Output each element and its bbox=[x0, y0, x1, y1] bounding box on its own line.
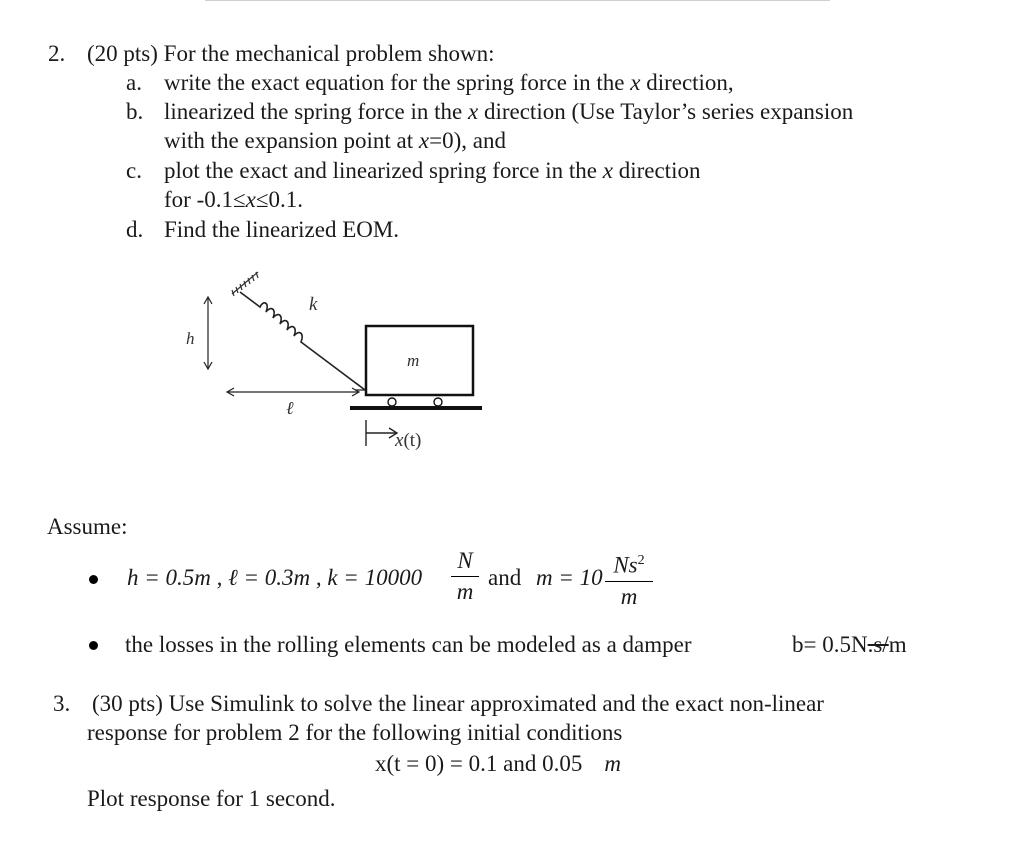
wheel-right bbox=[434, 398, 442, 406]
k-unit-fraction bbox=[451, 548, 479, 605]
item-b-text: linearized the spring force in the x direction (Use Taylor’s series expansion bbox=[164, 99, 854, 124]
problem-2-number: 2. bbox=[48, 41, 66, 66]
item-c-text: plot the exact and linearized spring force in the x direction bbox=[164, 158, 701, 183]
bullet-losses bbox=[89, 641, 98, 650]
wheel-left bbox=[388, 398, 396, 406]
displacement-label: x(t) bbox=[395, 430, 422, 451]
assume-label: Assume: bbox=[47, 514, 128, 539]
problem-3-number: 3. bbox=[53, 691, 71, 716]
item-c-text-line2: for -0.1≤x≤0.1. bbox=[164, 187, 303, 212]
height-label: h bbox=[186, 329, 195, 348]
ground-surface bbox=[350, 406, 482, 410]
k-unit-fraction-bar bbox=[451, 576, 479, 577]
problem-2-heading: (20 pts) For the mechanical problem shown: bbox=[87, 41, 495, 66]
fixed-wall-hatch bbox=[232, 272, 258, 296]
mass-block bbox=[366, 326, 473, 395]
bullet-params bbox=[89, 575, 98, 584]
page-top-rule bbox=[205, 0, 830, 1]
item-a-marker: a. bbox=[126, 70, 142, 95]
m-unit-numerator: Ns$^2$ bbox=[613, 552, 645, 578]
height-dimension-arrow bbox=[204, 297, 212, 369]
parameter-values: h = 0.5m , ℓ = 0.3m , k = 10000 bbox=[127, 565, 423, 590]
spring bbox=[240, 292, 365, 390]
spring-arrowhead bbox=[355, 383, 365, 390]
problem-3-line2: response for problem 2 for the following initial conditions bbox=[87, 720, 623, 745]
item-d-marker: d. bbox=[126, 217, 144, 242]
and-text: and bbox=[488, 565, 522, 590]
m-unit-fraction-bar bbox=[605, 581, 653, 582]
item-d-text: Find the linearized EOM. bbox=[164, 217, 400, 242]
length-label: ℓ bbox=[286, 398, 294, 418]
length-dimension-arrow bbox=[227, 388, 359, 396]
mass-label: m bbox=[407, 351, 420, 370]
displacement-arrow bbox=[366, 420, 397, 446]
m-unit-denominator: m bbox=[620, 583, 638, 609]
k-unit-denominator: m bbox=[456, 579, 474, 604]
mass-value: m = 10 bbox=[536, 565, 603, 590]
item-b-text-line2: with the expansion point at x=0), and bbox=[164, 128, 506, 153]
m-unit-fraction bbox=[605, 548, 653, 610]
mechanical-system-figure bbox=[170, 262, 490, 462]
k-unit-numerator: N bbox=[457, 548, 473, 573]
losses-text: the losses in the rolling elements can be modeled as a damper bbox=[125, 632, 692, 657]
item-b-marker: b. bbox=[126, 99, 144, 124]
item-a-text: write the exact equation for the spring force in the x direction, bbox=[164, 70, 734, 95]
initial-conditions: x(t = 0) = 0.1 and 0.05 m bbox=[375, 751, 621, 776]
item-c-marker: c. bbox=[126, 158, 142, 183]
spring-constant-label: k bbox=[309, 294, 318, 315]
problem-3-line1: (30 pts) Use Simulink to solve the linear approximated and the exact non-linear bbox=[92, 691, 824, 716]
plot-instruction: Plot response for 1 second. bbox=[87, 786, 336, 811]
damper-value: b= 0.5N.s/m bbox=[792, 632, 907, 657]
